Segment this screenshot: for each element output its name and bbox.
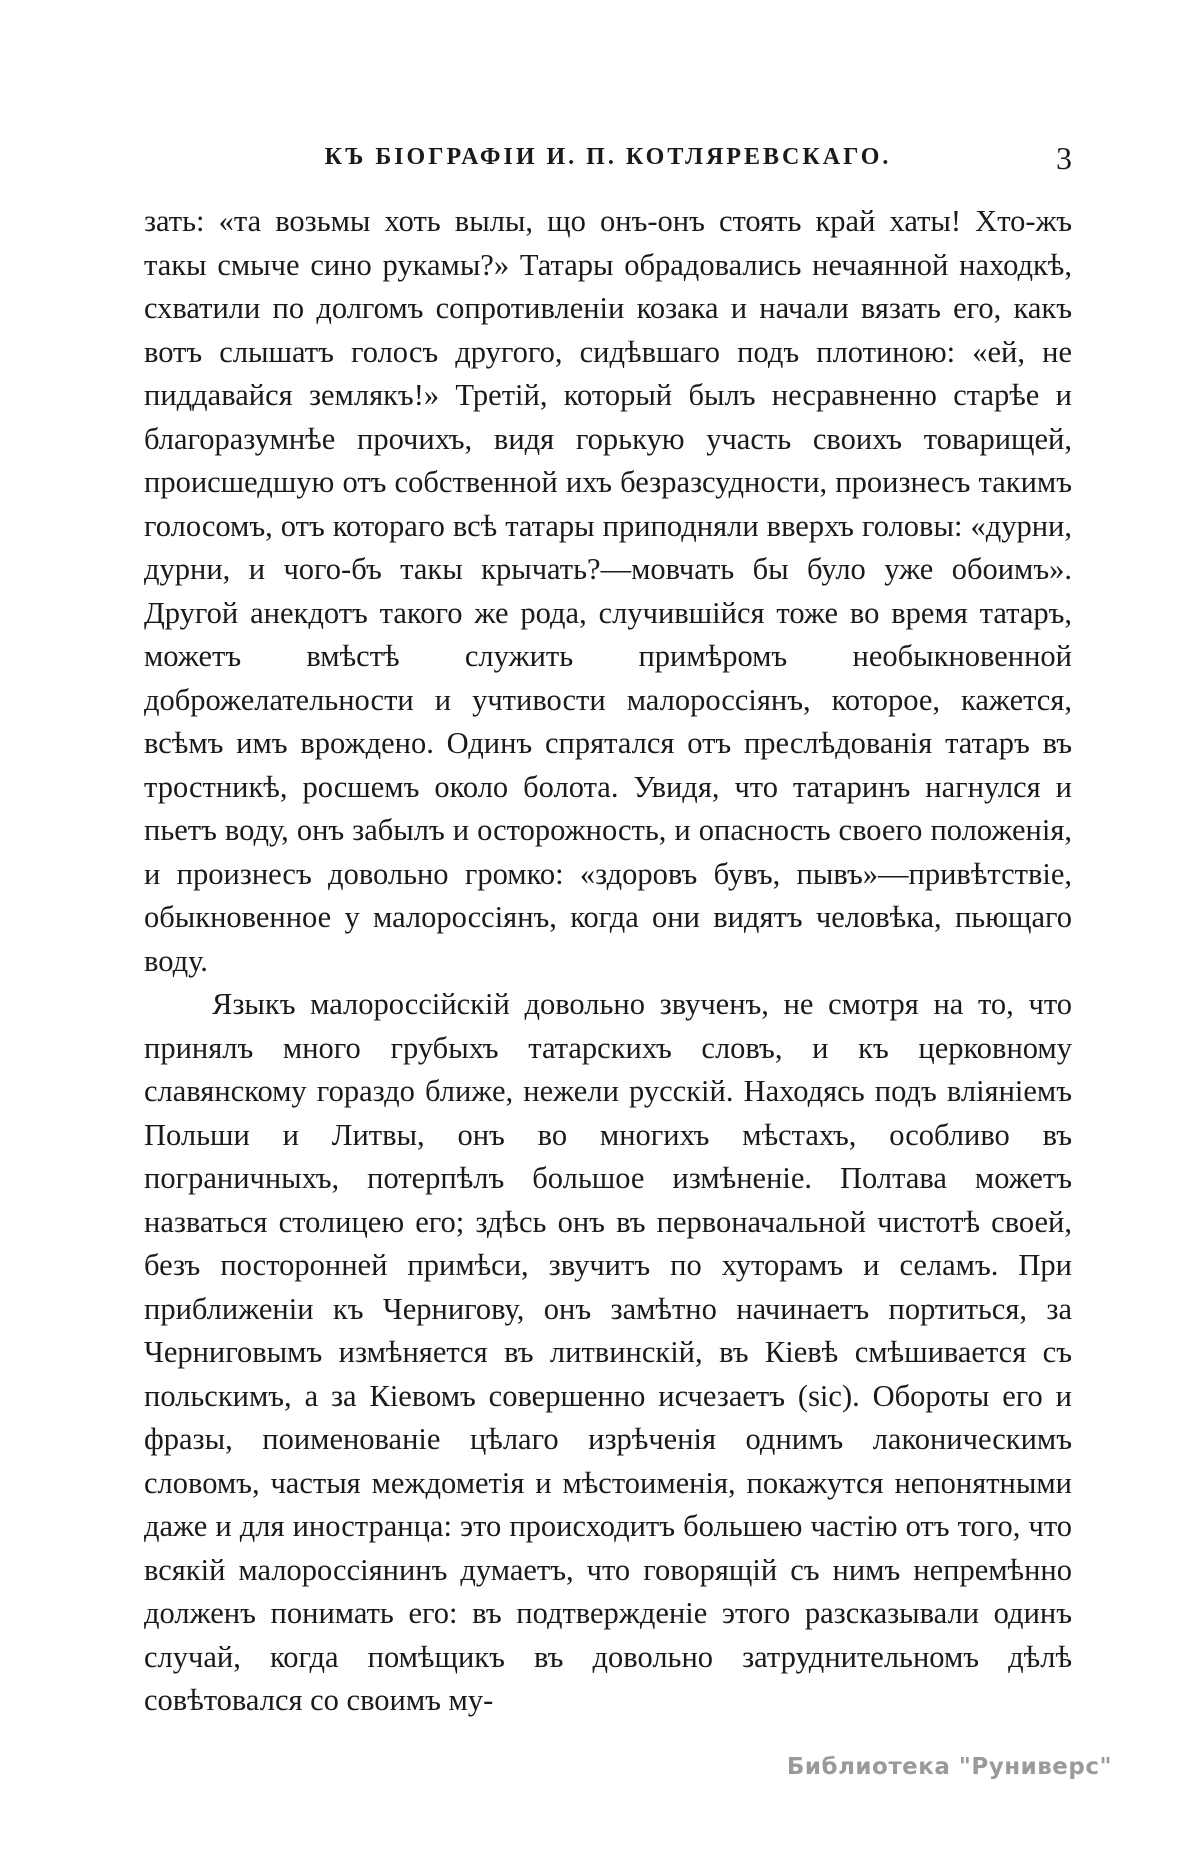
- paragraph-continuation: зать: «та возьмы хоть вылы, що онъ-онъ стоять край хаты! Хто-жъ такы смыче сино рукамы?» Татары обрадовались нечаянной находкѣ, схватили по долгомъ сопротивленіи козака и начали вязать его, какъ вотъ слышатъ голосъ другого, сидѣвшаго подъ плотиною: «ей, не пиддавайся землякъ!» Третій, который былъ несравненно старѣе и благоразумнѣе прочихъ, видя горькую участь своихъ товарищей, происшедшую отъ собственной ихъ безразсудности, произнесъ такимъ голосомъ, отъ котораго всѣ татары приподняли вверхъ головы: «дурни, дурни, и чого-бъ такы крычать?—мовчать бы було уже обоимъ». Другой анекдотъ такого же рода, случившійся тоже во время татаръ, можетъ вмѣстѣ служить примѣромъ необыкновенной доброжелательности и учтивости малороссіянъ, которое, кажется, всѣмъ имъ врождено. Одинъ спрятался отъ преслѣдованія татаръ въ тростникѣ, росшемъ около болота. Увидя, что татаринъ нагнулся и пьетъ воду, онъ забылъ и осторожность, и опасность своего положенія, и произнесъ довольно громко: «здоровъ бувъ, пывъ»—привѣтствіе, обыкновенное у малороссіянъ, когда они видятъ человѣка, пьющаго воду.: [144, 204, 1072, 978]
- page-number: 3: [1056, 140, 1072, 176]
- body-text: [144, 200, 1072, 1723]
- running-title: КЪ БІОГРАФІИ И. П. КОТЛЯРЕВСКАГО.: [324, 144, 892, 170]
- library-watermark: Библиотека "Руниверс": [786, 1754, 1112, 1780]
- running-header: [144, 140, 1072, 180]
- paragraph-language: Языкъ малороссійскій довольно звученъ, не смотря на то, что принялъ много грубыхъ татарскихъ словъ, и къ церковному славянскому гораздо ближе, нежели русскій. Находясь подъ вліяніемъ Польши и Литвы, онъ во многихъ мѣстахъ, особливо въ пограничныхъ, потерпѣлъ большое измѣненіе. Полтава можетъ назваться столицею его; здѣсь онъ въ первоначальной чистотѣ своей, безъ посторонней примѣси, звучитъ по хуторамъ и селамъ. При приближеніи къ Чернигову, онъ замѣтно начинаетъ портиться, за Черниговымъ измѣняется въ литвинскій, въ Кіевѣ смѣшивается съ польскимъ, а за Кіевомъ совершенно исчезаетъ (sic). Обороты его и фразы, поименованіе цѣлаго изрѣченія однимъ лаконическимъ словомъ, частыя междометія и мѣстоименія, покажутся непонятными даже и для иностранца: это происходитъ большею частію отъ того, что всякій малороссіянинъ думаетъ, что говорящій съ нимъ непремѣнно долженъ понимать его: въ подтвержденіе этого разсказывали одинъ случай, когда помѣщикъ въ довольно затруднительномъ дѣлѣ совѣтовался со своимъ му-: [144, 987, 1072, 1717]
